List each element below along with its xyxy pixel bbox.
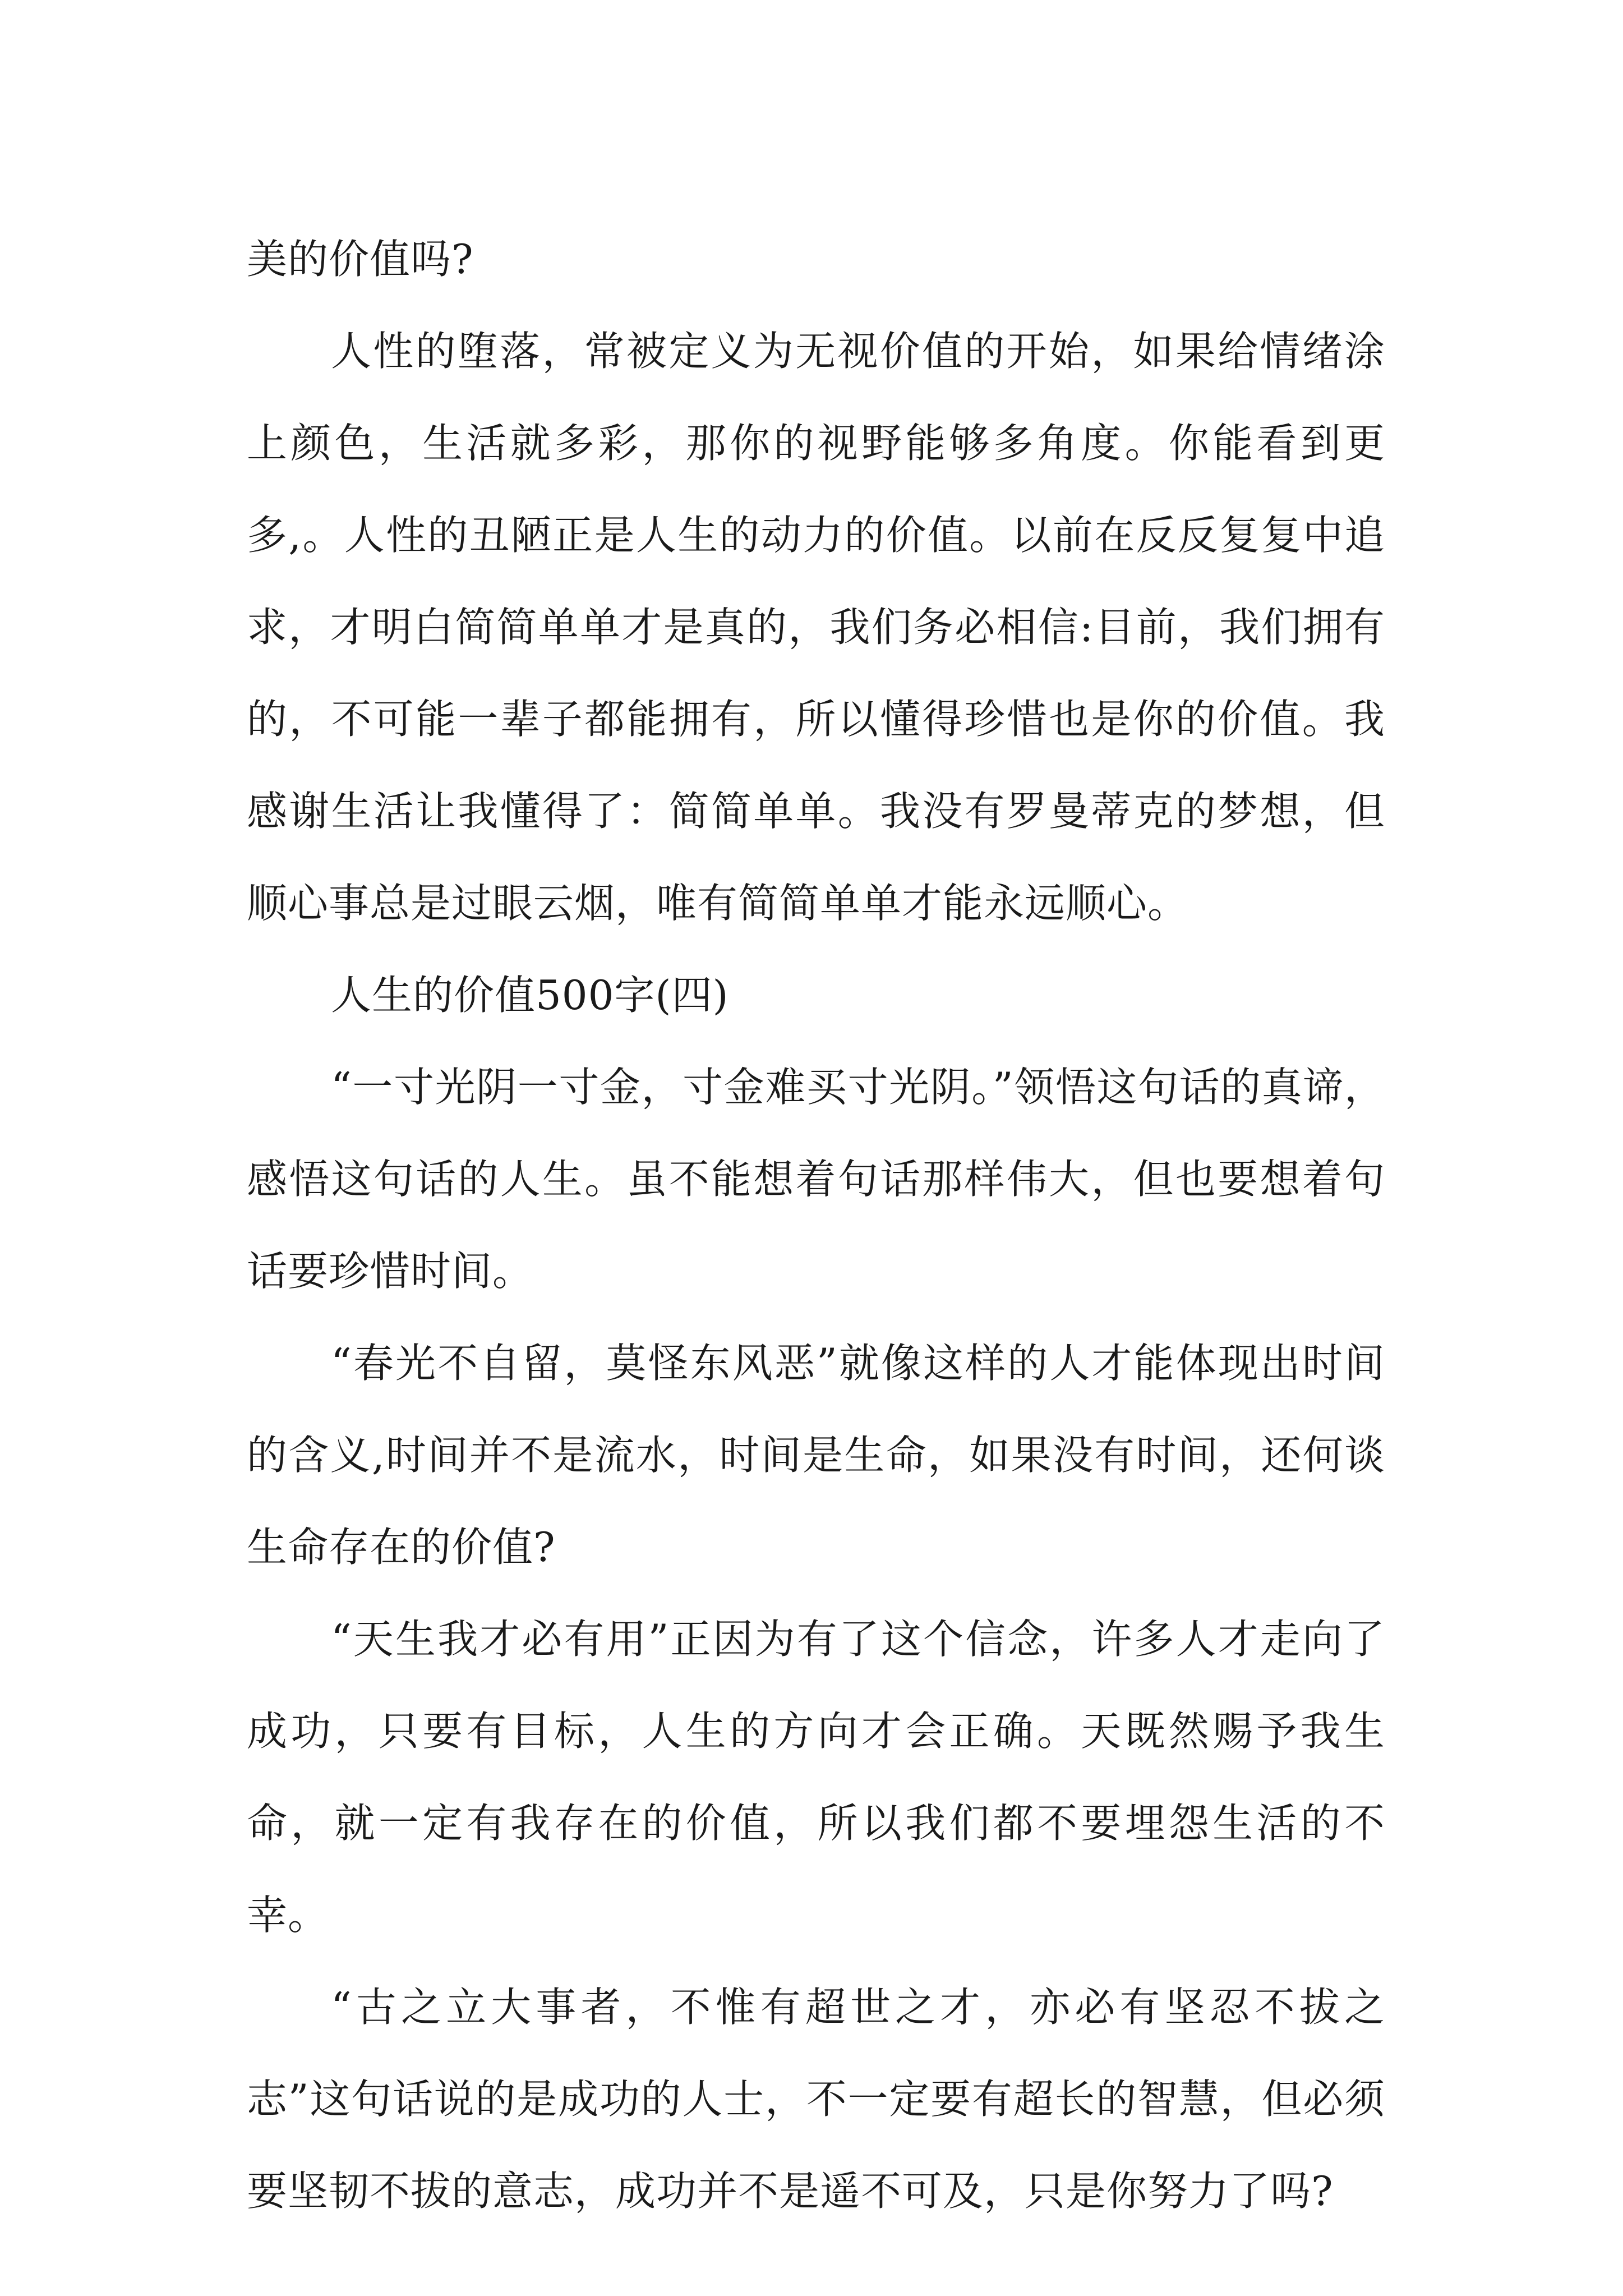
paragraph-time-gold: “一寸光阴一寸金，寸金难买寸光阴。”领悟这句话的真谛，感悟这句话的人生。虽不能想着句话那样伟大，但也要想着句话要珍惜时间。: [247, 1064, 1385, 1295]
document-page: [247, 213, 1385, 2237]
section-heading: 人生的价值500字(四): [331, 972, 729, 1019]
paragraph-talent-useful: “天生我才必有用”正因为有了这个信念，许多人才走向了成功，只要有目标，人生的方向才会正确。天既然赐予我生命，就一定有我存在的价值，所以我们都不要埋怨生活的不幸。: [247, 1616, 1385, 1939]
paragraph-perseverance: “古之立大事者，不惟有超世之才，亦必有坚忍不拔之志”这句话说的是成功的人士，不一定要有超长的智慧，但必须要坚韧不拔的意志，成功并不是遥不可及，只是你努力了吗?: [247, 1984, 1385, 2215]
paragraph-spring-light: “春光不自留，莫怪东风恶”就像这样的人才能体现出时间的含义,时间并不是流水，时间是生命，如果没有时间，还何谈生命存在的价值?: [247, 1340, 1385, 1571]
paragraph-continuation: 美的价值吗?: [247, 236, 474, 283]
paragraph-human-nature: 人性的堕落，常被定义为无视价值的开始，如果给情绪涂上颜色，生活就多彩，那你的视野能够多角度。你能看到更多,。人性的丑陋正是人生的动力的价值。以前在反反复复中追求，才明白简简单单才是真的，我们务必相信:目前，我们拥有的，不可能一辈子都能拥有，所以懂得珍惜也是你的价值。我感谢生活让我懂得了：简简单单。我没有罗曼蒂克的梦想，但顺心事总是过眼云烟，唯有简简单单才能永远顺心。: [247, 328, 1385, 927]
